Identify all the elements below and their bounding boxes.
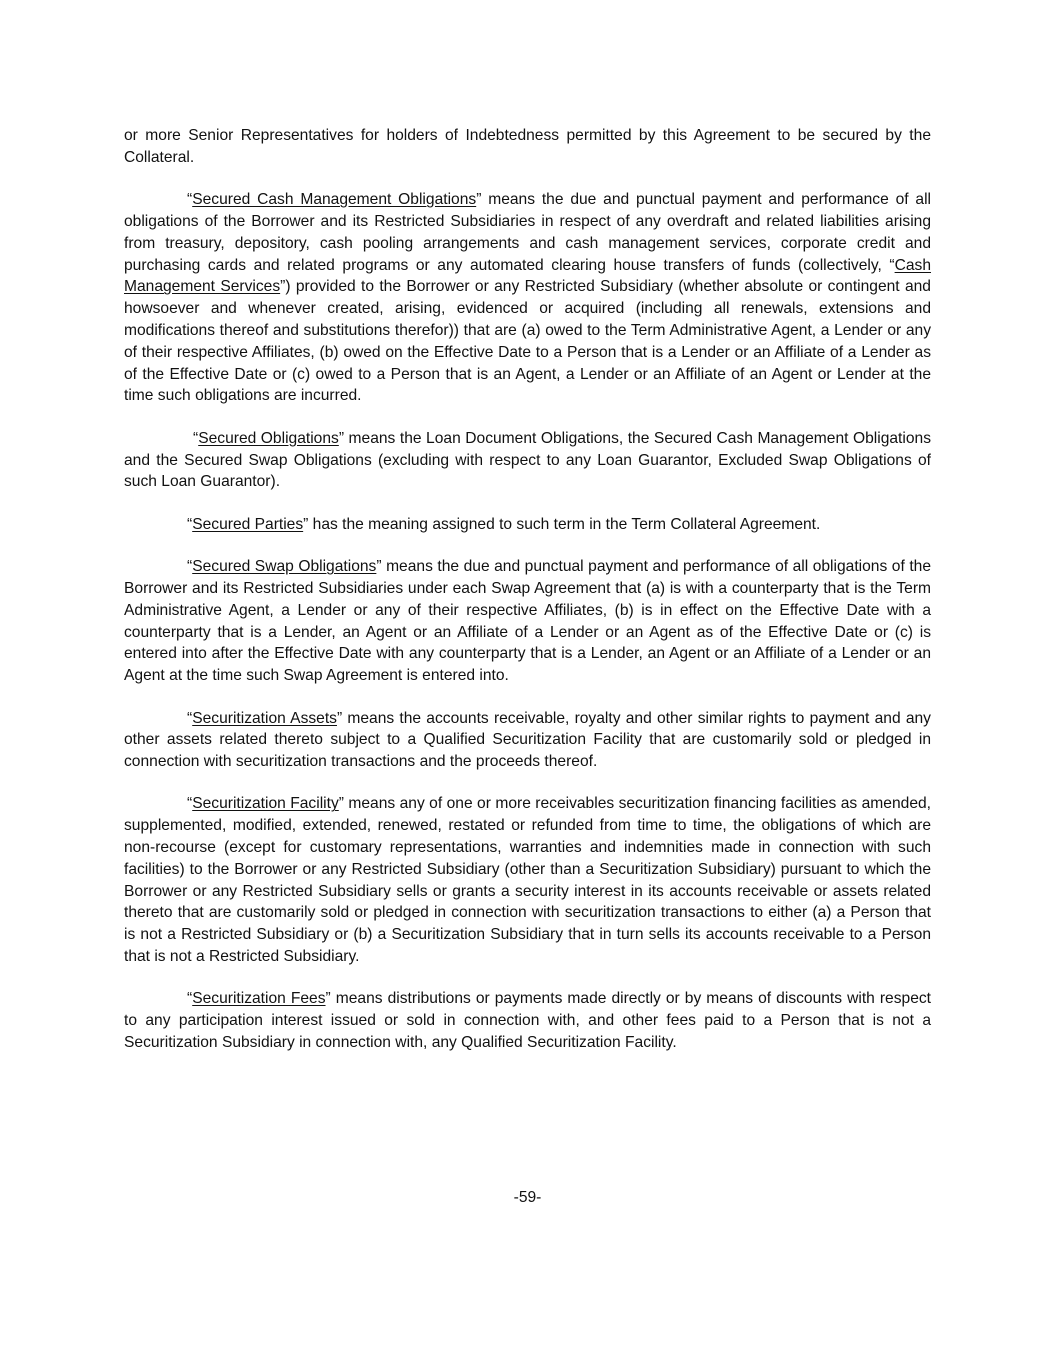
defined-term: Secured Obligations <box>198 429 339 447</box>
defined-term: Secured Parties <box>192 515 304 533</box>
definition-securitization-assets <box>124 708 931 773</box>
page-number: -59- <box>513 1189 542 1206</box>
definition-text: ” means the due and punctual payment and performance of all obligations of the Borrower and its Restricted Subsidiaries in respect of any overdraft and related liabilities arising from treasury, depository, cash pooling arrangements and cash management services, corporate credit and purchasing cards and related programs or any automated clearing house transfers of funds (collectively, “ <box>124 191 932 274</box>
definition-secured-parties <box>124 514 931 536</box>
open-quote: “ <box>187 558 193 576</box>
defined-term: Securitization Assets <box>192 709 337 727</box>
definition-text: ”) provided to the Borrower or any Restricted Subsidiary (whether absolute or contingent and howsoever and whenever created, arising, evidenced or acquired (including all renewals, extensions and modifications thereof and substitutions therefor)) that are (a) owed to the Term Administrative Agent, a Lender or any of their respective Affiliates, (b) owed on the Effective Date to a Person that is a Lender or an Affiliate of a Lender as of the Effective Date or (c) owed to a Person that is an Agent, a Lender or an Affiliate of an Agent or Lender at the time such obligations are incurred. <box>124 278 931 405</box>
definition-secured-swap-obligations <box>124 556 931 687</box>
definition-text: ” means distributions or payments made directly or by means of discounts with respect to any participation interest issued or sold in connection with, and other fees paid to a Person that is not a Securitization Subsidiary in connection with, any Qualified Securitization Facility. <box>124 990 932 1052</box>
defined-term: Securitization Facility <box>192 795 339 813</box>
open-quote: “ <box>187 515 193 533</box>
paragraph-text: or more Senior Representatives for holders of Indebtedness permitted by this Agreement to be secured by the Collateral. <box>124 127 931 166</box>
defined-term: Secured Cash Management Obligations <box>192 191 477 209</box>
definition-text: ” has the meaning assigned to such term in the Term Collateral Agreement. <box>303 515 821 533</box>
definition-secured-obligations <box>124 428 931 493</box>
defined-term: Cash Management Services <box>124 256 931 296</box>
open-quote: “ <box>187 709 193 727</box>
definition-securitization-facility <box>124 793 931 967</box>
definition-text: ” means any of one or more receivables securitization financing facilities as amended, supplemented, modified, extended, renewed, restated or refunded from time to time, the obligations of which are non-recourse (except for customary representations, warranties and indemnities made in connection with such facilities) to the Borrower or any Restricted Subsidiary (other than a Securitization Subsidiary) pursuant to which the Borrower or any Restricted Subsidiary sells or grants a security interest in its accounts receivable or assets related thereto that are customarily sold or pledged in connection with securitization transactions to either (a) a Person that is not a Restricted Subsidiary or (b) a Securitization Subsidiary that in turn sells its accounts receivable to a Person that is not a Restricted Subsidiary. <box>124 795 931 966</box>
open-quote: “ <box>187 795 193 813</box>
open-quote: “ <box>193 429 199 447</box>
document-page <box>124 125 931 1074</box>
definition-text: ” means the accounts receivable, royalty and other similar rights to payment and any other assets related thereto subject to a Qualified Securitization Facility that are customarily sold or pledged in connection with securitization transactions and the proceeds thereof. <box>124 709 931 771</box>
definition-secured-cash-management-obligations <box>124 189 931 407</box>
definition-text: ” means the Loan Document Obligations, the Secured Cash Management Obligations and the Secured Swap Obligations (excluding with respect to any Loan Guarantor, Excluded Swap Obligations of such Loan Guarantor). <box>124 429 931 491</box>
definition-securitization-fees <box>124 988 931 1053</box>
open-quote: “ <box>187 990 193 1008</box>
definition-text: ” means the due and punctual payment and performance of all obligations of the Borrower and its Restricted Subsidiaries under each Swap Agreement that (a) is with a counterparty that is the Term Administrative Agent, a Lender or any of their respective Affiliates, (b) is in effect on the Effective Date with a counterparty that is a Lender, an Agent or an Affiliate of a Lender or an Agent as of the Effective Date or (c) is entered into after the Effective Date with any counterparty that is a Lender, an Agent or an Affiliate of a Lender or an Agent at the time such Swap Agreement is entered into. <box>124 558 931 685</box>
paragraph-continuation <box>124 125 931 169</box>
open-quote: “ <box>187 191 193 209</box>
defined-term: Secured Swap Obligations <box>192 558 377 576</box>
defined-term: Securitization Fees <box>192 990 326 1008</box>
